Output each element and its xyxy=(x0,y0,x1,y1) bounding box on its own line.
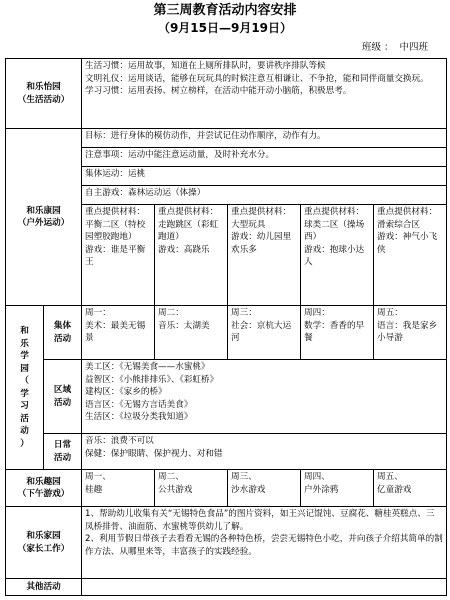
play-row xyxy=(6,470,447,507)
learn-section-label: 和 乐 学 园 （ 学 习 活 动 ） xyxy=(6,306,44,470)
area-art: 美工区：《无锡美食——水蜜桃》 xyxy=(85,362,210,372)
outdoor-material-3: 重点提供材料：大型玩具 游戏：幼儿园里欢乐多 xyxy=(228,205,301,306)
area-life: 生活区：《垃圾分类我知道》 xyxy=(85,412,193,422)
play-fri: 周五、 亿童游戏 xyxy=(374,470,447,507)
daily-activity-content xyxy=(82,434,447,470)
outdoor-goal-text: 目标：进行身体的模仿动作，并尝试记住动作顺序，动作有力。 xyxy=(82,129,447,148)
other-row xyxy=(6,579,447,596)
outdoor-section-label: 和乐康园 （户外运动） xyxy=(6,129,82,306)
other-content xyxy=(82,579,447,596)
home-item-1: 1、帮助幼儿收集有关“无锡特色食品”的图片资料，如王兴记馄饨、豆腐花、糖桂英糕点、三凤桥排骨、油面筋、水蜜桃等供幼儿了解。 xyxy=(85,509,435,532)
schedule-table xyxy=(5,58,447,596)
learn-area-row xyxy=(6,360,447,434)
area-build: 建构区：《家乡的桥》 xyxy=(85,387,167,397)
outdoor-material-5: 重点提供材料：滑索综合区 游戏：神气小飞侠 xyxy=(374,205,447,306)
daily-activity-label: 日常 活动 xyxy=(44,434,82,470)
play-thu: 周四、 户外涂鸦 xyxy=(301,470,374,507)
home-row xyxy=(6,507,447,579)
life-row xyxy=(6,59,447,129)
page-title: 第三周教育活动内容安排 xyxy=(153,3,297,18)
daily-health: 保健：保护眼睛、保护视力、对和错 xyxy=(85,448,223,459)
life-study-text: 学习习惯：运用表扬、树立榜样，在活动中能开动小脑筋，积极思考。 xyxy=(85,86,352,96)
home-item-2: 2、利用节假日带孩子去看看无锡的各种特色桥，尝尝无锡特色小吃，并向孩子介绍其简单的制作方法、从哪里来等，丰富孩子的实践经验。 xyxy=(85,534,443,557)
other-section-label: 其他活动 xyxy=(6,579,82,596)
date-range: （9月15日—9月19日） xyxy=(157,21,293,35)
play-wed: 周三、 沙水游戏 xyxy=(228,470,301,507)
learn-daily-row xyxy=(6,434,447,470)
outdoor-material-1: 重点提供材料：平衡二区（特校园塑胶跑地） 游戏：谁是平衡王 xyxy=(82,205,155,306)
learn-group-row xyxy=(6,306,447,360)
outdoor-note-text: 注意事项：运动中能注意运动量，及时补充水分。 xyxy=(82,148,447,167)
outdoor-material-2: 重点提供材料：走跑跳区（彩虹跑道） 游戏：高跷乐 xyxy=(155,205,228,306)
class-label: 班级 ： 中四班 xyxy=(361,42,428,53)
outdoor-material-4: 重点提供材料：球类二区（操场西） 游戏：抱球小达人 xyxy=(301,205,374,306)
group-activity-thu: 周四： 数学：香香的早餐 xyxy=(301,306,374,360)
play-tue: 周二、 公共游戏 xyxy=(155,470,228,507)
home-content xyxy=(82,507,447,579)
area-language: 语言区：《无锡方言话美食》 xyxy=(85,399,193,410)
daily-music: 音乐：浪费不可以 xyxy=(85,436,154,446)
outdoor-free-text: 自主游戏：森林运动运（体操） xyxy=(82,186,447,205)
group-activity-mon: 周一： 美术：最美无锡景 xyxy=(82,306,155,360)
play-section-label: 和乐趣园 （下午游戏） xyxy=(6,470,82,507)
outdoor-goal-row xyxy=(6,129,447,148)
life-section-label: 和乐怡园 （生活活动） xyxy=(6,59,82,129)
group-activity-tue: 周二： 音乐：太湖美 xyxy=(155,306,228,360)
outdoor-group-text: 集体运动：运桃 xyxy=(82,167,447,186)
home-section-label: 和乐家园 （家长工作） xyxy=(6,507,82,579)
group-activity-fri: 周五： 语言：我是家乡小导游 xyxy=(374,306,447,360)
area-activity-label: 区域 活动 xyxy=(44,360,82,434)
life-habit-text: 生活习惯：运用故事，知道在上厕所排队时，要讲秩序排队等候 xyxy=(85,61,326,71)
play-mon: 周一、 桂趣 xyxy=(82,470,155,507)
area-puzzle: 益智区：《小熊排排乐》、《彩虹桥》 xyxy=(85,374,219,385)
area-activity-content xyxy=(82,360,447,434)
group-activity-label: 集体 活动 xyxy=(44,306,82,360)
group-activity-wed: 周三： 社会：京杭大运河 xyxy=(228,306,301,360)
life-content xyxy=(82,59,447,129)
life-etiquette-text: 文明礼仪：运用谈话，能够在玩玩具的时候注意互相谦让、不争抢，能和同伴商量交换玩。 xyxy=(85,73,429,84)
